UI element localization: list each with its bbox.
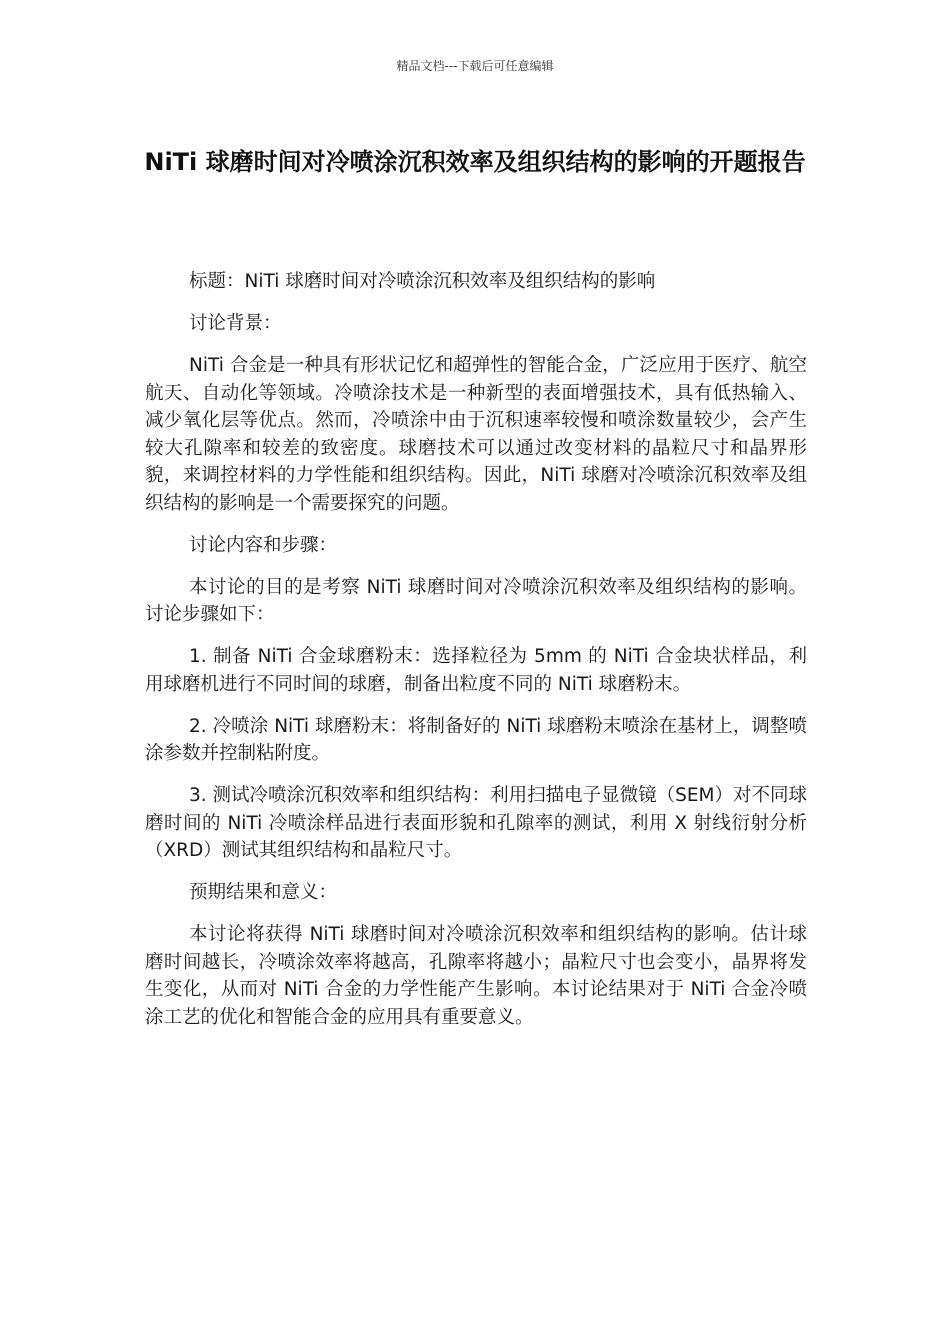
background-paragraph: NiTi 合金是一种具有形状记忆和超弹性的智能合金，广泛应用于医疗、航空航天、自动化等领域。冷喷涂技术是一种新型的表面增强技术，具有低热输入、减少氧化层等优点。然而，冷喷涂中由于沉积速率较慢和喷涂数量较少，会产生较大孔隙率和较差的致密度。球磨技术可以通过改变材料的晶粒尺寸和晶界形貌，来调控材料的力学性能和组织结构。因此，NiTi 球磨对冷喷涂沉积效率及组织结构的影响是一个需要探究的问题。 (145, 355, 807, 514)
section-heading-content: 讨论内容和步骤： (189, 534, 338, 556)
header-note: 精品文档---下载后可任意编辑 (396, 59, 554, 73)
document-body (145, 268, 807, 1046)
document-title: NiTi 球磨时间对冷喷涂沉积效率及组织结构的影响的开题报告 (144, 148, 806, 176)
title-line: 标题：NiTi 球磨时间对冷喷涂沉积效率及组织结构的影响 (189, 271, 656, 292)
content-intro-paragraph: 本讨论的目的是考察 NiTi 球磨时间对冷喷涂沉积效率及组织结构的影响。讨论步骤如下： (145, 576, 807, 625)
results-paragraph: 本讨论将获得 NiTi 球磨时间对冷喷涂沉积效率和组织结构的影响。估计球磨时间越长，冷喷涂效率将越高，孔隙率将越小；晶粒尺寸也会变小，晶界将发生变化，从而对 NiTi 合金的力学性能产生影响。本讨论结果对于 NiTi 合金冷喷涂工艺的优化和智能合金的应用具有重要意义。 (145, 924, 807, 1028)
step-1-paragraph: 1. 制备 NiTi 合金球磨粉末：选择粒径为 5mm 的 NiTi 合金块状样品，利用球磨机进行不同时间的球磨，制备出粒度不同的 NiTi 球磨粉末。 (145, 646, 807, 695)
step-2-paragraph: 2. 冷喷涂 NiTi 球磨粉末：将制备好的 NiTi 球磨粉末喷涂在基材上，调整喷涂参数并控制粘附度。 (145, 715, 807, 764)
step-3-paragraph: 3. 测试冷喷涂沉积效率和组织结构：利用扫描电子显微镜（SEM）对不同球磨时间的 NiTi 冷喷涂样品进行表面形貌和孔隙率的测试，利用 X 射线衍射分析（XRD）测试其组织结构和晶粒尺寸。 (145, 785, 807, 861)
section-heading-results: 预期结果和意义： (189, 882, 338, 903)
section-heading-background: 讨论背景： (189, 313, 282, 334)
